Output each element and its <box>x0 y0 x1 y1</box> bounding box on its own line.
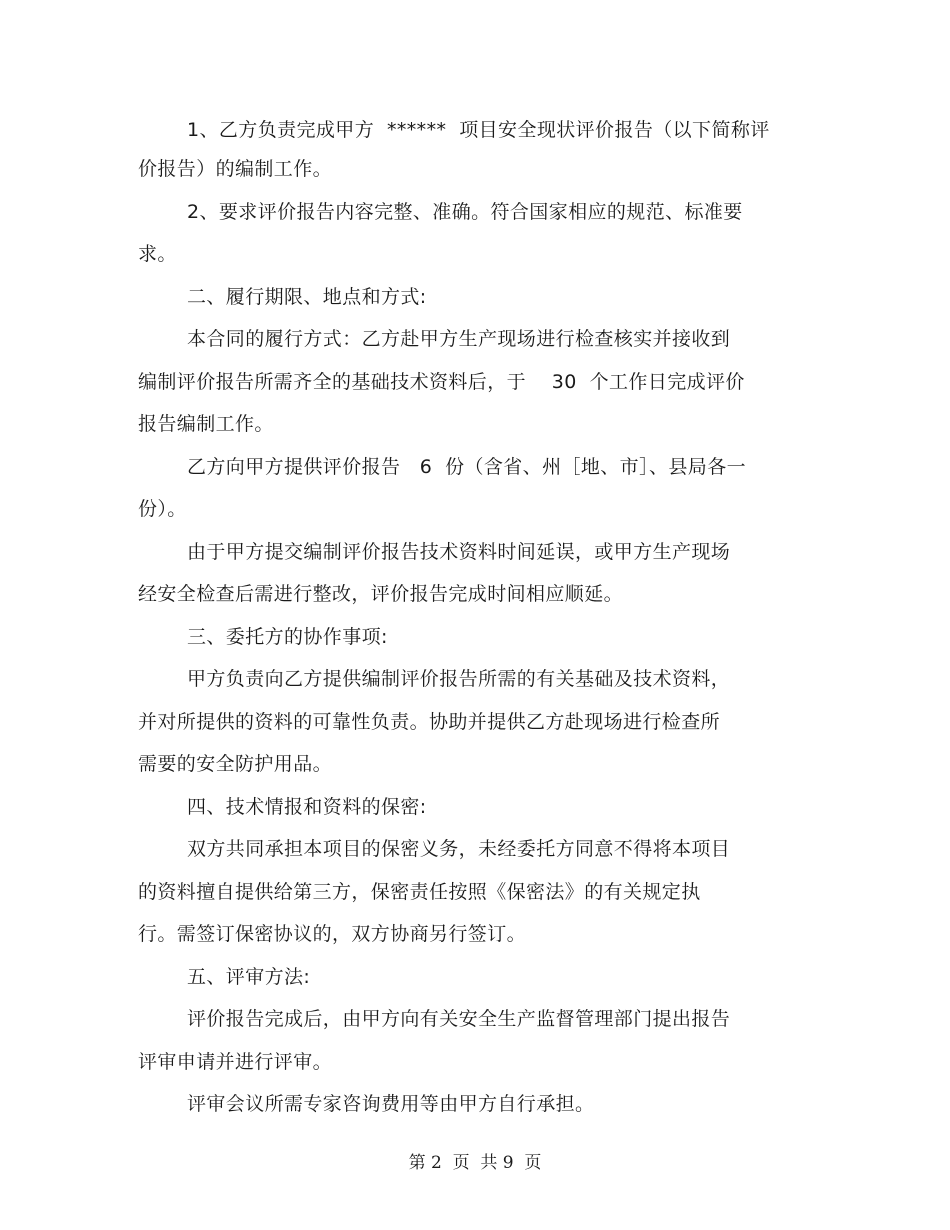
paragraph-line: 评审会议所需专家咨询费用等由甲方自行承担。 <box>187 1093 595 1115</box>
paragraph-line: 行。需签订保密协议的，双方协商另行签订。 <box>138 923 527 945</box>
clause-2-line-2: 求。 <box>138 243 177 265</box>
section-2-heading: 二、履行期限、地点和方式: <box>187 286 427 308</box>
section-3-heading: 三、委托方的协作事项: <box>187 626 388 648</box>
paragraph-line: 评审申请并进行评审。 <box>138 1051 333 1073</box>
paragraph-line: 需要的安全防护用品。 <box>138 753 333 775</box>
paragraph-line: 的资料擅自提供给第三方，保密责任按照《保密法》的有关规定执 <box>138 881 701 903</box>
paragraph-line: 双方共同承担本项目的保密义务，未经委托方同意不得将本项目 <box>187 838 731 860</box>
section-4-heading: 四、技术情报和资料的保密: <box>187 796 427 818</box>
paragraph-line: 并对所提供的资料的可靠性负责。协助并提供乙方赴现场进行检查所 <box>138 711 721 733</box>
paragraph-line: 由于甲方提交编制评价报告技术资料时间延误，或甲方生产现场 <box>187 541 731 563</box>
paragraph-line: 编制评价报告所需齐全的基础技术资料后，于 30 个工作日完成评价 <box>138 371 745 393</box>
paragraph-line: 经安全检查后需进行整改，评价报告完成时间相应顺延。 <box>138 583 624 605</box>
paragraph-line: 份）。 <box>138 498 187 520</box>
clause-1-line-2: 价报告）的编制工作。 <box>138 158 333 180</box>
page-number-footer: 第 2 页 共 9 页 <box>408 1153 542 1173</box>
paragraph-line: 本合同的履行方式：乙方赴甲方生产现场进行检查核实并接收到 <box>187 328 731 350</box>
paragraph-line: 乙方向甲方提供评价报告 6 份（含省、州［地、市］、县局各一 <box>187 456 746 478</box>
paragraph-line: 评价报告完成后，由甲方向有关安全生产监督管理部门提出报告 <box>187 1008 731 1030</box>
paragraph-line: 报告编制工作。 <box>138 413 274 435</box>
clause-1-line-1: 1、乙方负责完成甲方 ****** 项目安全现状评价报告（以下简称评 <box>187 119 770 141</box>
clause-2-line-1: 2、要求评价报告内容完整、准确。符合国家相应的规范、标准要 <box>187 201 743 223</box>
paragraph-line: 甲方负责向乙方提供编制评价报告所需的有关基础及技术资料， <box>187 668 731 690</box>
section-5-heading: 五、评审方法: <box>187 966 311 988</box>
